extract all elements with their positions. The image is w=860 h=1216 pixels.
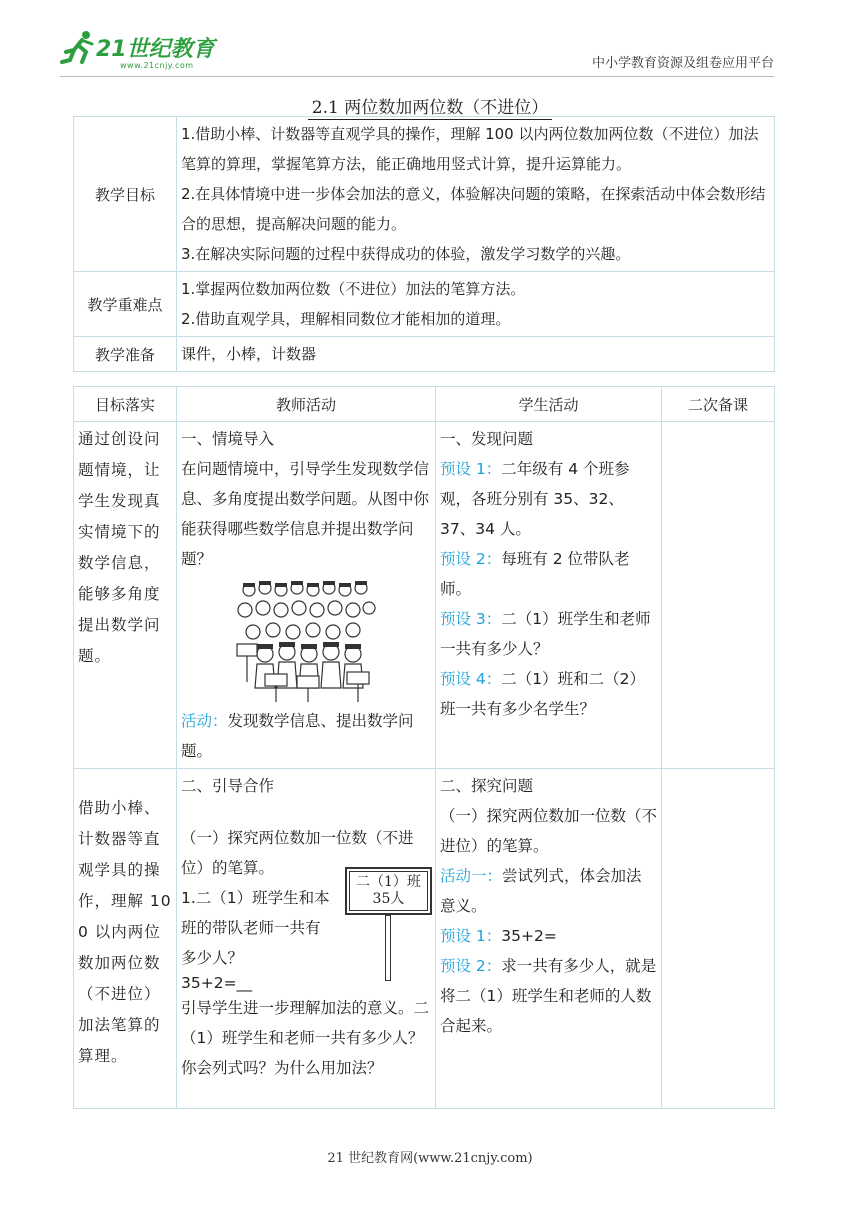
sign-face bbox=[349, 871, 428, 911]
footer-text: 21 世纪教育网(www.21cnjy.com) bbox=[327, 1151, 533, 1166]
sign-line-1: 二（1）班 bbox=[356, 874, 421, 890]
teacher-cell-2 bbox=[177, 769, 436, 1109]
brand-logo bbox=[60, 28, 240, 76]
teacher-sub-2: （一）探究两位数加一位数（不进位）的笔算。 bbox=[181, 829, 414, 877]
teacher-activity-1 bbox=[181, 706, 431, 766]
teacher-text-1: 在问题情境中，引导学生发现数学信息、多角度提出数学问题。从图中你能获得哪些数学信息并提出数学问题？ bbox=[181, 460, 430, 568]
teacher-heading-1: 一、情境导入 bbox=[181, 430, 275, 448]
preparation-label: 教学准备 bbox=[74, 337, 177, 372]
student-heading-2: 二、探究问题 bbox=[440, 777, 534, 795]
key-points-label: 教学重难点 bbox=[74, 272, 177, 337]
preset-label: 预设 3： bbox=[440, 610, 502, 628]
info-table bbox=[73, 116, 775, 372]
preset-text: 二（1）班和二（2）班一共有多少名学生？ bbox=[440, 670, 646, 718]
teacher-equation-2: 35+2=__ bbox=[181, 974, 253, 992]
activity-text: 尝试列式，体会加法意义。 bbox=[440, 867, 642, 915]
goal-cell-1 bbox=[74, 422, 177, 769]
student-activity-2 bbox=[440, 861, 657, 921]
goal-text-1: 通过创设问题情境，让学生发现真实情境下的数学信息，能够多角度提出数学问题。 bbox=[78, 430, 161, 665]
preset-text: 二（1）班学生和老师一共有多少人？ bbox=[440, 610, 651, 658]
preset-text: 每班有 2 位带队老师。 bbox=[440, 550, 630, 598]
student-cell-1 bbox=[436, 422, 662, 769]
col-goal: 目标落实 bbox=[74, 387, 177, 422]
logo-url: www.21cnjy.com bbox=[120, 61, 194, 70]
sign-pole bbox=[385, 915, 391, 981]
preset-2 bbox=[440, 544, 657, 604]
teacher-cell-1 bbox=[177, 422, 436, 769]
notes-cell-2 bbox=[662, 769, 775, 1109]
preset-text: 二年级有 4 个班参观，各班分别有 35、32、37、34 人。 bbox=[440, 460, 630, 538]
preset-label: 预设 1： bbox=[440, 927, 502, 945]
activity-label: 活动一： bbox=[440, 867, 503, 885]
preset-label: 预设 4： bbox=[440, 670, 502, 688]
platform-name: 中小学教育资源及组卷应用平台 bbox=[591, 56, 774, 71]
col-student: 学生活动 bbox=[436, 387, 662, 422]
objective-3: 3.在解决实际问题的过程中获得成功的体验，激发学习数学的兴趣。 bbox=[181, 245, 631, 263]
sign-board bbox=[345, 867, 432, 915]
col-teacher: 教师活动 bbox=[177, 387, 436, 422]
header-divider bbox=[60, 76, 774, 77]
key-point-1: 1.掌握两位数加两位数（不进位）加法的笔算方法。 bbox=[181, 280, 526, 298]
sign-line-2: 35人 bbox=[372, 891, 405, 907]
objective-2: 2.在具体情境中进一步体会加法的意义，体验解决问题的策略，在探索活动中体会数形结合的思想，提高解决问题的能力。 bbox=[181, 185, 766, 233]
preset-1 bbox=[440, 454, 657, 544]
activity-row-1 bbox=[74, 422, 775, 769]
preset-text: 求一共有多少人，就是将二（1）班学生和老师的人数合起来。 bbox=[440, 957, 657, 1035]
objective-1: 1.借助小棒、计数器等直观学具的操作，理解 100 以内两位数加两位数（不进位）加法笔算的算理，掌握笔算方法，能正确地用竖式计算，提升运算能力。 bbox=[181, 125, 759, 173]
preset-4 bbox=[440, 664, 657, 724]
student-sub-2: （一）探究两位数加一位数（不进位）的笔算。 bbox=[440, 807, 658, 855]
student-heading-1: 一、发现问题 bbox=[440, 430, 534, 448]
col-notes: 二次备课 bbox=[662, 387, 775, 422]
spacer bbox=[181, 801, 431, 823]
student-cell-2 bbox=[436, 769, 662, 1109]
preset-label: 预设 2： bbox=[440, 957, 502, 975]
activity-text: 发现数学信息、提出数学问题。 bbox=[181, 712, 414, 760]
goal-cell-2 bbox=[74, 769, 177, 1109]
goal-text-2: 借助小棒、计数器等直观学具的操作，理解 100 以内两位数加两位数（不进位）加法笔算的算理。 bbox=[78, 799, 172, 1065]
activity-row-2 bbox=[74, 769, 775, 1109]
students-crowd-illustration bbox=[235, 578, 377, 706]
activity-table bbox=[73, 386, 775, 1109]
preparation-row bbox=[74, 337, 775, 372]
title-text: 2.1 两位数加两位数（不进位） bbox=[308, 98, 552, 120]
objectives-content bbox=[177, 117, 775, 272]
activity-label: 活动： bbox=[181, 712, 228, 730]
runner-logo-icon bbox=[60, 28, 100, 68]
preset-label: 预设 2： bbox=[440, 550, 502, 568]
teacher-guide-2: 引导学生进一步理解加法的意义。二（1）班学生和老师一共有多少人？你会列式吗？为什么用加法？ bbox=[181, 999, 430, 1077]
document-title bbox=[0, 93, 860, 118]
logo-text: 21世纪教育 bbox=[96, 37, 215, 62]
objectives-label: 教学目标 bbox=[74, 117, 177, 272]
teacher-question-2: 1.二（1）班学生和本班的带队老师一共有多少人？ bbox=[181, 889, 330, 967]
notes-cell-1 bbox=[662, 422, 775, 769]
key-points-content bbox=[177, 272, 775, 337]
preset-2-1 bbox=[440, 921, 657, 951]
key-points-row bbox=[74, 272, 775, 337]
preset-text: 35+2= bbox=[501, 927, 557, 945]
preparation-content: 课件，小棒，计数器 bbox=[177, 337, 775, 372]
objectives-row bbox=[74, 117, 775, 272]
teacher-heading-2: 二、引导合作 bbox=[181, 777, 275, 795]
preset-3 bbox=[440, 604, 657, 664]
preset-label: 预设 1： bbox=[440, 460, 502, 478]
key-point-2: 2.借助直观学具，理解相同数位才能相加的道理。 bbox=[181, 310, 511, 328]
class-sign bbox=[345, 867, 432, 981]
preset-2-2 bbox=[440, 951, 657, 1041]
header-row bbox=[74, 387, 775, 422]
